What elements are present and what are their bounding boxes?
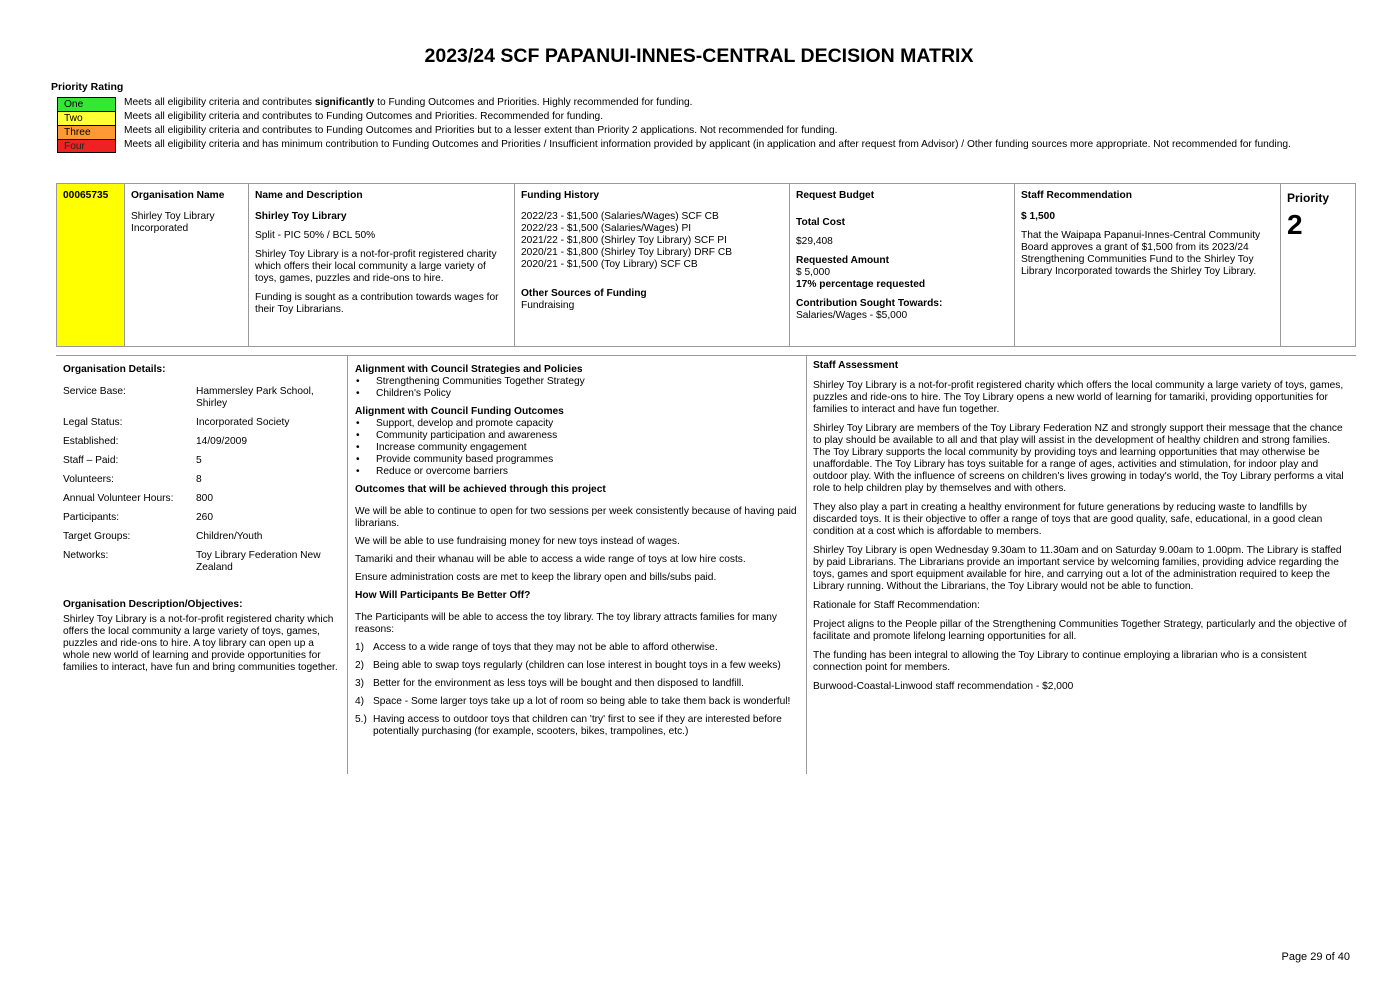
contribution-label: Contribution Sought Towards:	[796, 298, 943, 309]
list-item: • Children's Policy	[355, 388, 800, 400]
assessment-paragraph: Shirley Toy Library is a not-for-profit registered charity which offers the local community a large variety of toys, games, puzzles and ride-ons to hire. The Toy Library opens a new world of learning for tamariki, providing opportunities for families to interact and have fun together.	[813, 380, 1344, 415]
achieved-item: Tamariki and their whanau will be able to access a wide range of toys at low hire costs.	[355, 554, 746, 565]
history-item: 2021/22 - $1,800 (Shirley Toy Library) SCF PI	[521, 235, 727, 246]
requested-label: Requested Amount	[796, 255, 890, 266]
assessment-paragraph: The funding has been integral to allowing the Toy Library to continue employing a librarian who is a consistent connection point for members.	[813, 650, 1307, 673]
name-description-heading: Name and Description	[255, 190, 363, 201]
history-item: 2022/23 - $1,500 (Salaries/Wages) PI	[521, 223, 692, 234]
strategies-heading: Alignment with Council Strategies and Policies	[355, 364, 583, 375]
assessment-paragraph: Rationale for Staff Recommendation:	[813, 600, 980, 611]
column-divider	[347, 356, 348, 774]
project-description: Shirley Toy Library is a not-for-profit registered charity which offers their local community a large variety of toys, games, puzzles and ride-ons to hire.	[255, 249, 497, 284]
organisation-description: Shirley Toy Library is a not-for-profit registered charity which offers the local community a large variety of toys, games, puzzles and ride-ons to hire. A toy library can open up a whole new world of learning and provide opportunities for families to interact, have fun and bring communities together.	[63, 614, 338, 673]
priority-rating-heading: Priority Rating	[51, 81, 124, 93]
request-budget-cell	[790, 184, 1015, 346]
detail-row: Volunteers: 8	[63, 474, 202, 485]
split-text: Split - PIC 50% / BCL 50%	[255, 230, 376, 241]
priority-legend	[57, 97, 1319, 153]
achieved-item: We will be able to continue to open for two sessions per week consistently because of having paid librarians.	[355, 506, 797, 529]
detail-row: Staff – Paid: 5	[63, 455, 202, 466]
staff-recommendation-heading: Staff Recommendation	[1021, 190, 1132, 201]
list-item: 4) Space - Some larger toys take up a lot of room so being able to take them back is wonderful!	[355, 696, 791, 707]
detail-row: Service Base: Hammersley Park School, Shirley	[63, 386, 314, 409]
legend-swatch-four: Four	[57, 139, 116, 153]
list-item: 5.) Having access to outdoor toys that children can 'try' first to see if they are interested before potentially purchasing (for example, scooters, bikes, trampolines, etc.)	[355, 714, 782, 737]
organisation-description-heading: Organisation Description/Objectives:	[63, 599, 243, 610]
priority-heading: Priority	[1287, 191, 1330, 205]
list-item: 1) Access to a wide range of toys that they may not be able to afford otherwise.	[355, 642, 718, 653]
section-divider	[56, 355, 1356, 356]
other-sources-heading: Other Sources of Funding	[521, 288, 647, 299]
contribution: Salaries/Wages - $5,000	[796, 310, 908, 321]
application-id: 00065735	[63, 190, 109, 201]
column-divider	[806, 356, 807, 774]
percentage-requested: 17% percentage requested	[796, 279, 926, 290]
history-item: 2020/21 - $1,500 (Toy Library) SCF CB	[521, 259, 698, 270]
staff-assessment-heading: Staff Assessment	[813, 360, 899, 371]
assessment-paragraph: Project aligns to the People pillar of the Strengthening Communities Together Strategy, particularly and the objective of facilitate and promote lifelong learning opportunities for all.	[813, 619, 1347, 642]
achieved-item: Ensure administration costs are met to keep the library open and bills/subs paid.	[355, 572, 717, 583]
detail-row: Legal Status: Incorporated Society	[63, 417, 290, 428]
legend-desc: Meets all eligibility criteria and contributes to Funding Outcomes and Priorities but to a lesser extent than Priority 2 applications. Not recommended for funding.	[124, 125, 838, 136]
legend-swatch-three: Three	[57, 125, 116, 139]
organisation-details	[63, 364, 343, 674]
legend-row	[57, 139, 1319, 153]
achieved-heading: Outcomes that will be achieved through this project	[355, 484, 606, 495]
total-cost: $29,408	[796, 236, 833, 247]
detail-row: Participants: 260	[63, 512, 213, 523]
detail-row: Annual Volunteer Hours: 800	[63, 493, 213, 504]
better-off-intro: The Participants will be able to access the toy library. The toy library attracts families for many reasons:	[355, 612, 778, 635]
requested-amount: $ 5,000	[796, 267, 830, 278]
funding-history-cell	[515, 184, 790, 346]
list-item: • Increase community engagement	[355, 442, 800, 454]
organisation-name-heading: Organisation Name	[131, 190, 225, 201]
funding-history-heading: Funding History	[521, 190, 600, 201]
other-sources: Fundraising	[521, 300, 575, 311]
organisation-name-cell	[125, 184, 249, 346]
summary-table	[56, 183, 1356, 347]
legend-swatch-two: Two	[57, 111, 116, 125]
legend-row	[57, 97, 1319, 111]
funding-sought: Funding is sought as a contribution towards wages for their Toy Librarians.	[255, 292, 499, 315]
alignment-section	[355, 364, 800, 744]
legend-row	[57, 111, 1319, 125]
history-item: 2020/21 - $1,800 (Shirley Toy Library) DRF CB	[521, 247, 733, 258]
legend-desc: Meets all eligibility criteria and contributes to Funding Outcomes and Priorities. Recommended for funding.	[124, 111, 604, 122]
achieved-item: We will be able to use fundraising money for new toys instead of wages.	[355, 536, 680, 547]
outcomes-heading: Alignment with Council Funding Outcomes	[355, 406, 564, 417]
staff-assessment	[813, 360, 1348, 700]
project-name: Shirley Toy Library	[255, 211, 347, 222]
list-item: 2) Being able to swap toys regularly (children can lose interest in bought toys in a few weeks)	[355, 660, 781, 671]
detail-row: Target Groups: Children/Youth	[63, 531, 263, 542]
assessment-paragraph: Shirley Toy Library is open Wednesday 9.30am to 11.30am and on Saturday 9.00am to 1.00pm. The Library is staffed by paid Librarians. The Librarians provide an important service by welcoming families, providing advice regarding the toys, games and sport equipment available for hire, and carrying out a lot of the administration required to keep the Library running. Without the Librarians, the Toy Library would not be able to function.	[813, 545, 1342, 592]
organisation-name: Shirley Toy Library Incorporated	[131, 211, 215, 234]
history-item: 2022/23 - $1,500 (Salaries/Wages) SCF CB	[521, 211, 719, 222]
assessment-paragraph: They also play a part in creating a healthy environment for future generations by reducing waste to landfills by discarded toys. It is their objective to offer a range of toys that are good quality, safe, educational, in a good clean condition at a cost which is affordable to members.	[813, 502, 1323, 537]
detail-row: Established: 14/09/2009	[63, 436, 247, 447]
strategies-list	[355, 376, 800, 400]
application-id-cell	[57, 184, 125, 346]
legend-desc: Meets all eligibility criteria and contributes significantly to Funding Outcomes and Priorities. Highly recommended for funding.	[124, 97, 693, 108]
staff-recommendation-cell	[1015, 184, 1281, 346]
priority-value: 2	[1287, 209, 1303, 240]
request-budget-heading: Request Budget	[796, 190, 875, 201]
legend-swatch-one: One	[57, 97, 116, 111]
legend-row	[57, 125, 1319, 139]
detail-row: Networks: Toy Library Federation New Zealand	[63, 550, 321, 573]
outcomes-list	[355, 418, 800, 478]
staff-amount: $ 1,500	[1021, 211, 1055, 222]
name-description-cell	[249, 184, 515, 346]
total-cost-label: Total Cost	[796, 217, 846, 228]
staff-recommendation-text: That the Waipapa Papanui-Innes-Central Community Board approves a grant of $1,500 from its 2023/24 Strengthening Communities Fund to the Shirley Toy Library Incorporated towards the Shirley Toy Library.	[1021, 230, 1261, 277]
organisation-details-heading: Organisation Details:	[63, 364, 166, 375]
priority-cell	[1281, 184, 1355, 346]
list-item: 3) Better for the environment as less toys will be bought and then disposed to landfill.	[355, 678, 744, 689]
assessment-paragraph: Shirley Toy Library are members of the Toy Library Federation NZ and strongly support their message that the chance to play should be available to all and that play will assist in the development of healthy children and strong families. The Toy Library supports the local community by providing toys and learning opportunities that may otherwise be unaffordable. The Toy Library has toys suitable for a range of ages, activities and stimulation, for indoor play and outdoor play. With the influence of screens on children's lives growing in today's world, the Toy Library performs a vital role to help children play by themselves and with others.	[813, 423, 1344, 494]
assessment-paragraph: Burwood-Coastal-Linwood staff recommendation - $2,000	[813, 681, 1074, 692]
list-item: • Community participation and awareness	[355, 430, 800, 442]
list-item: • Reduce or overcome barriers	[355, 466, 800, 478]
better-off-heading: How Will Participants Be Better Off?	[355, 590, 531, 601]
legend-desc: Meets all eligibility criteria and has minimum contribution to Funding Outcomes and Priorities / Insufficient information provided by applicant (in application and after request from Advisor) / Other funding sources more appropriate. Not recommended for funding.	[124, 139, 1291, 150]
page-title: 2023/24 SCF PAPANUI-INNES-CENTRAL DECISION MATRIX	[424, 45, 974, 67]
page-number: Page 29 of 40	[1281, 951, 1350, 963]
better-off-list	[355, 642, 800, 738]
list-item: • Provide community based programmes	[355, 454, 800, 466]
list-item: • Strengthening Communities Together Strategy	[355, 376, 800, 388]
list-item: • Support, develop and promote capacity	[355, 418, 800, 430]
